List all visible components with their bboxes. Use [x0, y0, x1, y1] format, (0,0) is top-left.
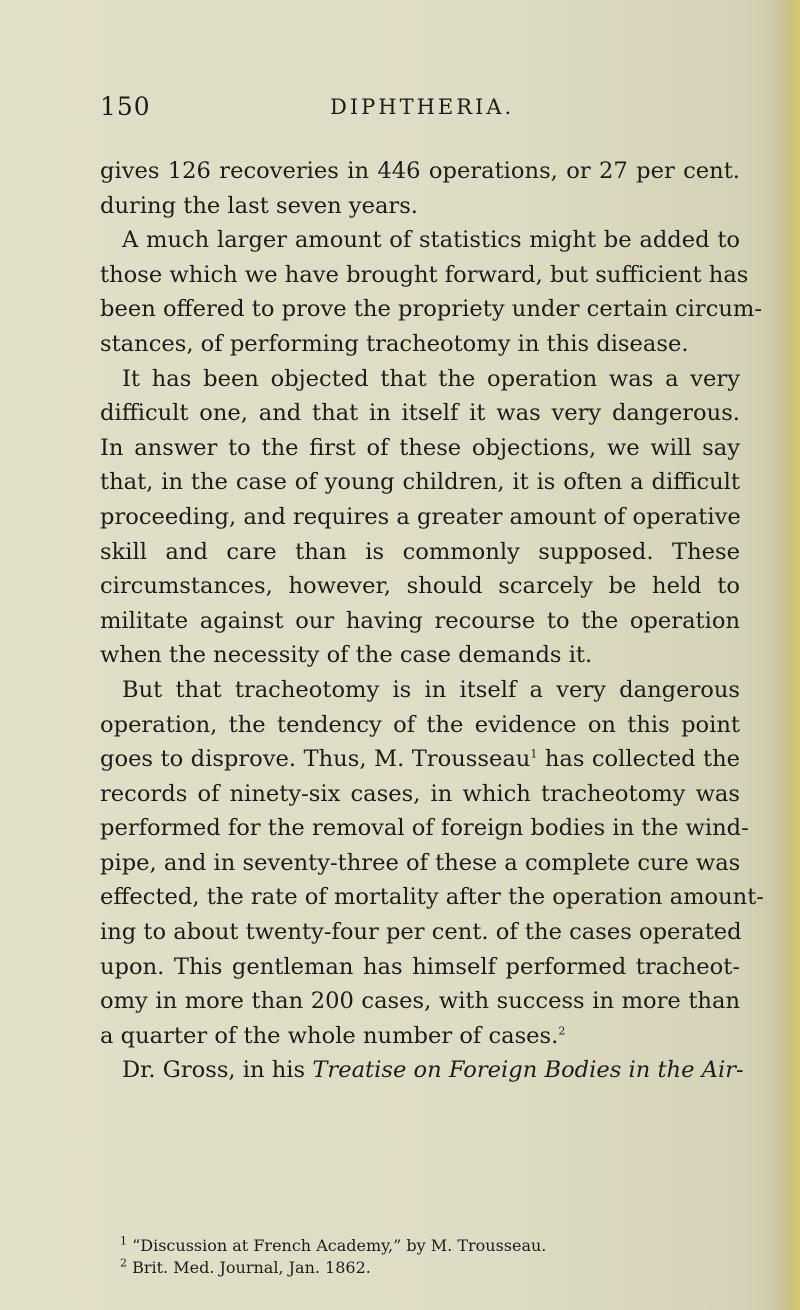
book-title: Treatise on Foreign Bodies in the Air- [312, 1057, 744, 1084]
text-run: has collected the [544, 746, 740, 773]
footnote [120, 1235, 720, 1257]
page-edge-shadow [774, 0, 800, 1310]
text-line [100, 742, 740, 777]
text-line: that, in the case of young children, it is often a difficult [100, 469, 740, 496]
text-line: A much larger amount of statistics might be added to [122, 227, 740, 254]
footnote-text: “Discussion at French Academy,” by M. Trousseau. [132, 1236, 547, 1255]
text-line: those which we have brought forward, but sufficient has [100, 261, 749, 288]
text-line: But that tracheotomy is in itself a very dangerous [122, 676, 740, 703]
text-line: skill and care than is commonly supposed. These [100, 538, 740, 565]
text-run: a quarter of the whole number of cases. [100, 1022, 559, 1049]
text-line: gives 126 recoveries in 446 operations, or 27 per cent. [100, 158, 740, 184]
page-number: 150 [100, 92, 151, 121]
text-line [100, 1019, 740, 1054]
footnotes [120, 1235, 720, 1279]
text-line: militate against our having recourse to the operation [100, 607, 740, 634]
text-line: proceeding, and requires a greater amount of operative [100, 503, 741, 530]
running-head: DIPHTHERIA. [330, 95, 515, 119]
text-line: circumstances, however, should scarcely be held to [100, 573, 740, 600]
text-line: records of ninety-six cases, in which tracheotomy was [100, 780, 740, 807]
text-line: stances, of performing tracheotomy in this disease. [100, 330, 689, 357]
text-line: effected, the rate of mortality after the operation amount- [100, 884, 764, 911]
text-line: omy in more than 200 cases, with success in more than [100, 988, 740, 1015]
footnote-mark: 2 [120, 1256, 127, 1270]
text-line: operation, the tendency of the evidence on this point [100, 711, 740, 738]
text-line: upon. This gentleman has himself performed tracheot- [100, 953, 740, 980]
text-run: goes to disprove. Thus, M. Trousseau [100, 746, 531, 773]
text-line [100, 1053, 744, 1088]
text-line: when the necessity of the case demands it. [100, 642, 593, 669]
footnote-ref: 1 [530, 747, 538, 761]
text-line: been offered to prove the propriety under certain circum- [100, 296, 762, 323]
text-line: performed for the removal of foreign bodies in the wind- [100, 815, 749, 842]
text-line: In answer to the first of these objections, we will say [100, 434, 740, 461]
footnote-text: Brit. Med. Journal, Jan. 1862. [132, 1258, 371, 1277]
text-line: difficult one, and that in itself it was very dangerous. [100, 400, 740, 427]
footnote-mark: 1 [120, 1234, 127, 1248]
body-text [100, 154, 764, 1088]
footnote [120, 1257, 720, 1279]
page-header [100, 92, 720, 126]
footnote-ref: 2 [558, 1024, 566, 1038]
text-line: ing to about twenty-four per cent. of the cases operated [100, 919, 742, 946]
text-line: pipe, and in seventy-three of these a complete cure was [100, 849, 741, 876]
text-line: It has been objected that the operation was a very [122, 365, 740, 392]
text-line: during the last seven years. [100, 192, 418, 219]
text-run: Dr. Gross, in his [122, 1057, 313, 1084]
